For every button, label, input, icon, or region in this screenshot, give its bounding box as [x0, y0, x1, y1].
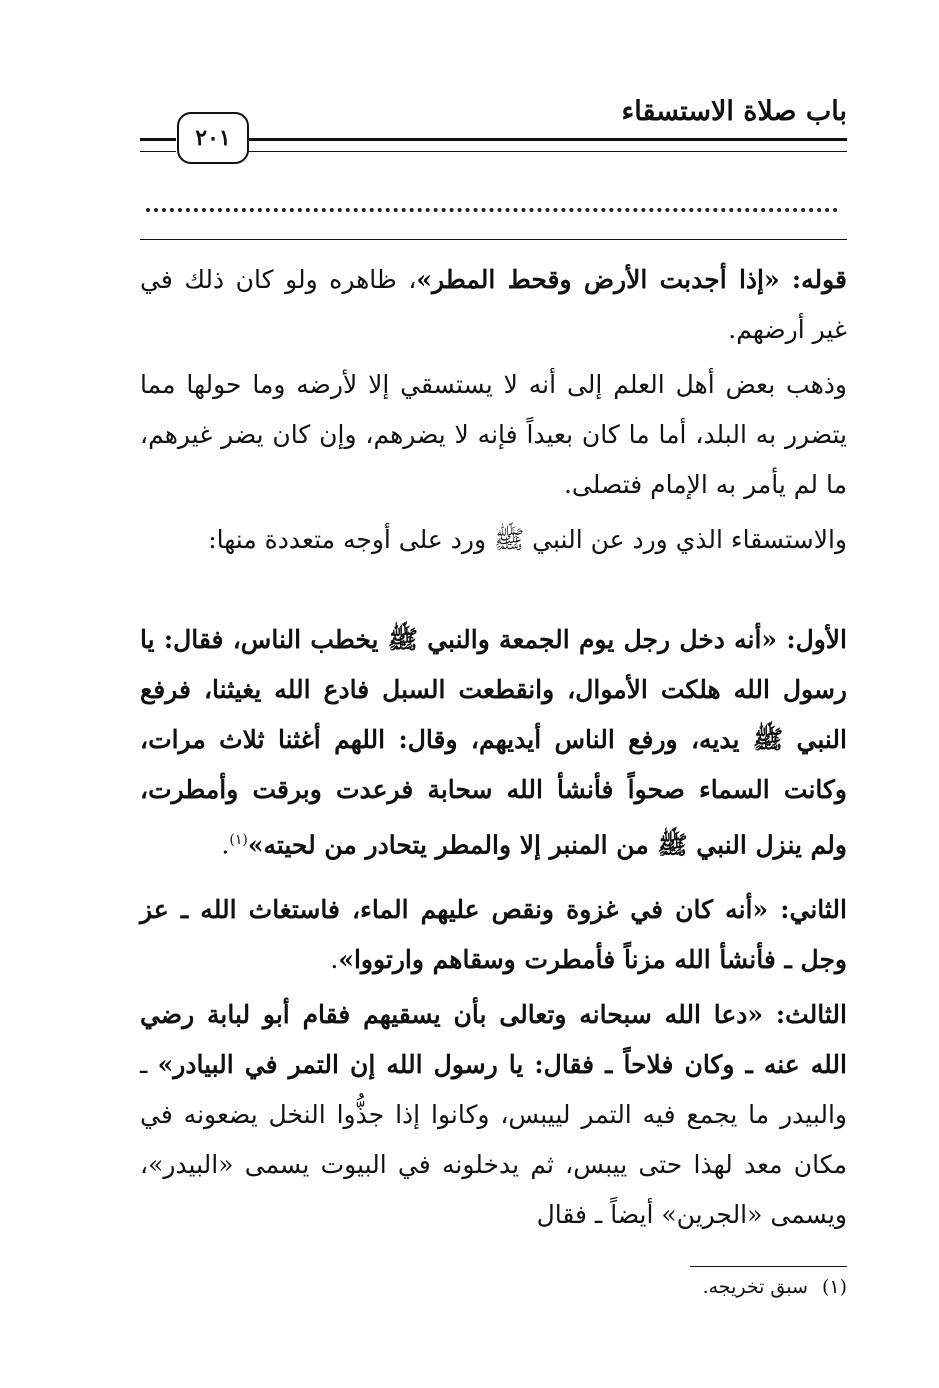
paragraph-5 — [140, 885, 847, 985]
content-rule — [140, 239, 847, 240]
quoted-text: «دعا الله سبحانه وتعالى بأن يسقيهم فقام أبو لبابة رضي الله عنه ـ وكان فلاحاً ـ فقال: يا رسول الله إن التمر في البيادر» — [140, 1000, 847, 1079]
paragraph-1 — [140, 255, 847, 355]
paragraph-lead: الثاني: — [768, 895, 847, 924]
quoted-text: «إذا أجدبت الأرض وقحط المطر» — [416, 265, 780, 294]
paragraph-lead: قوله: — [779, 265, 847, 294]
paragraph-2: وذهب بعض أهل العلم إلى أنه لا يستسقي إلا لأرضه وما حولها مما يتضرر به البلد، أما ما كان بعيداً فإنه لا يضرهم، وإن كان يضر غيرهم، ما لم يأمر به الإمام فتصلى. — [140, 370, 847, 499]
footnote-number: (١) — [821, 1276, 847, 1298]
paragraph-text: . — [330, 945, 339, 974]
chapter-title: باب صلاة الاستسقاء — [621, 96, 847, 127]
footnote-rule — [690, 1266, 847, 1267]
footnote-text: سبق تخريجه. — [702, 1276, 808, 1298]
dotted-separator — [146, 208, 838, 212]
quoted-text: «أنه كان في غزوة ونقص عليهم الماء، فاستغاث الله ـ عز وجل ـ فأنشأ الله مزناً فأمطرت وسقاهم وارتووا» — [140, 895, 847, 974]
paragraph-lead: الثالث: — [763, 1000, 847, 1029]
paragraph-3: والاستسقاء الذي ورد عن النبي ﷺ ورد على أوجه متعددة منها: — [208, 525, 847, 554]
footnote-reference: (١) — [229, 832, 248, 848]
paragraph-6 — [140, 990, 847, 1240]
footnote — [703, 1276, 847, 1298]
paragraph-text: . — [221, 830, 230, 860]
header-rule-left — [140, 138, 176, 152]
paragraph-4 — [140, 615, 847, 870]
header-rule — [248, 138, 847, 152]
paragraph-text: ـ والبيدر ما يجمع فيه التمر لييبس، وكانوا إذا جذُّوا النخل يضعونه في مكان معد لهذا حتى ييبس، ثم يدخلونه في البيوت يسمى «البيدر»، ويسمى «الجرين» أيضاً ـ فقال — [140, 1050, 847, 1229]
page-number: ٢٠١ — [177, 112, 249, 164]
paragraph-lead: الأول: — [777, 625, 848, 654]
paragraph-text: ، ظاهره ولو كان ذلك في غير أرضهم. — [140, 265, 847, 344]
quoted-text: «أنه دخل رجل يوم الجمعة والنبي ﷺ يخطب الناس، فقال: يا رسول الله هلكت الأموال، وانقطعت السبل فادع الله يغيثنا، فرفع النبي ﷺ يديه، ورفع الناس أيديهم، وقال: اللهم أغثنا ثلاث مرات، وكانت السماء صحواً فأنشأ الله سحابة فرعدت وبرقت وأمطرت، ولم ينزل النبي ﷺ من المنبر إلا والمطر يتحادر من لحيته» — [140, 625, 847, 860]
